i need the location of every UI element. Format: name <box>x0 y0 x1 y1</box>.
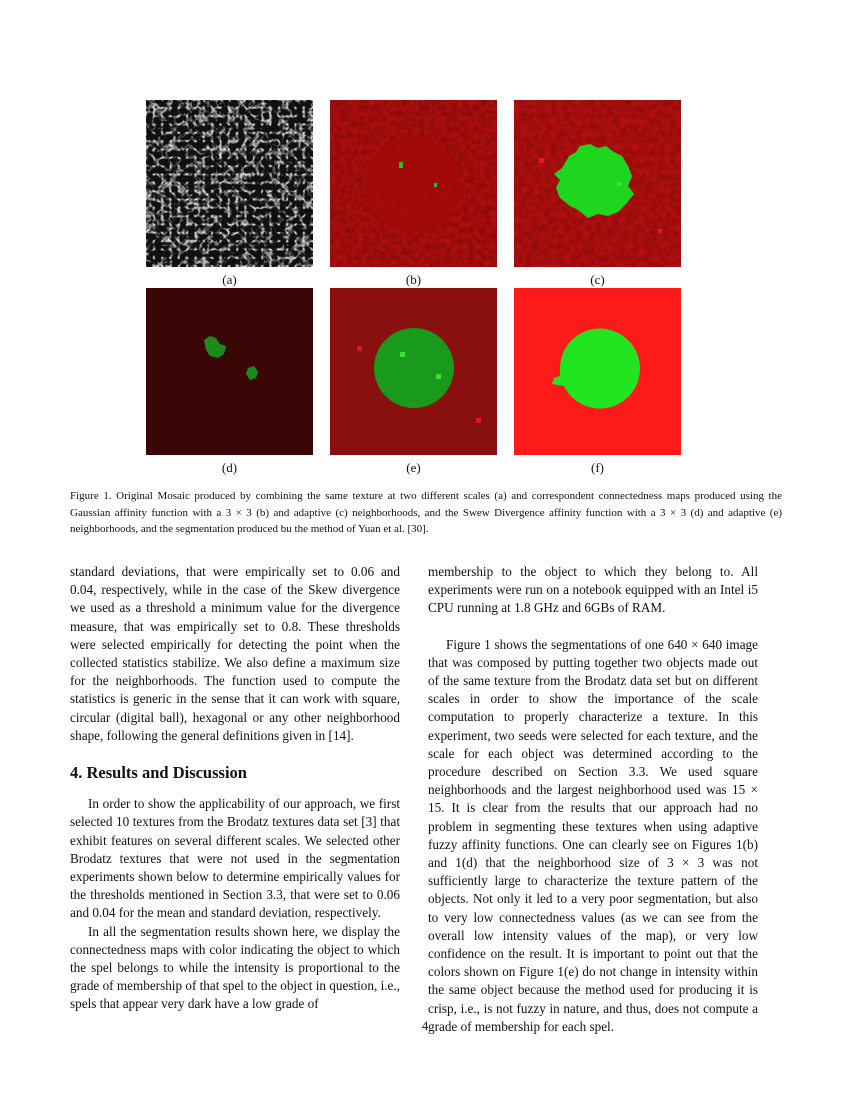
figure-caption: Figure 1. Original Mosaic produced by combining the same texture at two different scales (a) and correspondent connectedness maps produced using the Gaussian affinity function with a 3 × 3 (b) and adaptive (c) neighborhoods, and the Swew Divergence affinity function with a 3 × 3 (d) and adaptive (e) neighborhoods, and the segmentation produced bu the method of Yuan et al. [30]. <box>70 490 782 535</box>
panel-d-connectedness-map <box>146 288 313 455</box>
right-column <box>428 563 758 1036</box>
panel-label-d: (d) <box>221 460 238 475</box>
paragraph: In all the segmentation results shown here, we display the connectedness maps with color indicating the object to which the spel belongs to while the intensity is proportional to the grade of membership of that spel to the object in question, i.e., spels that appear very dark have a low grade of <box>70 923 400 1012</box>
panel-label-b: (b) <box>405 272 422 287</box>
section-heading: 4. Results and Discussion <box>70 763 247 783</box>
panel-label-c: (c) <box>590 272 605 287</box>
panel-label-e: (e) <box>406 460 421 475</box>
panel-e-connectedness-map <box>330 288 497 455</box>
panel-label-a: (a) <box>222 272 237 287</box>
panel-c-connectedness-map <box>514 100 681 267</box>
left-column <box>70 563 400 1014</box>
paragraph: In order to show the applicability of our approach, we first selected 10 textures from the Brodatz textures data set [3] that exhibit features on several different scales. We selected other Brodatz textures that were not used in the segmentation experiments shown below to determine empirically values for the thresholds mentioned in Section 3.3, that were set to 0.06 and 0.04 for the mean and standard deviation, respectively. <box>70 796 400 921</box>
page-number: 4 <box>421 1018 429 1033</box>
paragraph: standard deviations, that were empirically set to 0.06 and 0.04, respectively, while in the case of the Skew divergence we used as a threshold a minimum value for the divergence measure, that was empirically set to 0.8. These thresholds were selected empirically for detecting the point when the collected statistics stabilize. We also define a maximum size for the neighborhoods. The function used to compute the statistics is generic in the sense that it can work with square, circular (digital ball), hexagonal or any other neighborhood shape, following the general definitions given in [14]. <box>70 564 400 743</box>
panel-a-texture-image <box>146 100 313 267</box>
panel-f-segmentation <box>514 288 681 455</box>
paragraph: membership to the object to which they belong to. All experiments were run on a notebook equipped with an Intel i5 CPU running at 1.8 GHz and 6GBs of RAM. <box>428 564 758 616</box>
panel-label-f: (f) <box>591 460 604 475</box>
paragraph: Figure 1 shows the segmentations of one 640 × 640 image that was composed by putting together two objects made out of the same texture from the Brodatz data set but on different scales in order to show the importance of the scale computation to properly characterize a texture. In this experiment, two seeds were selected for each texture, and the scale for each object was determined according to the procedure described on Section 3.3. We used square neighborhoods and the largest neighborhood used was 15 × 15. It is clear from the results that our approach had no problem in segmenting these textures when using adaptive fuzzy affinity functions. One can clearly see on Figures 1(b) and 1(d) that the neighborhood size of 3 × 3 was not sufficiently large to characterize the texture pattern of the objects. Not only it led to a very poor segmentation, but also to very low connectedness values (as we can see from the overall low intensity values of the map), or very low confidence on the result. It is important to point out that the colors shown on Figure 1(e) do not change in intensity within the same object because the method used for producing it is crisp, i.e., is not fuzzy in nature, and thus, does not compute a grade of membership for each spel. <box>428 636 758 1034</box>
panel-b-connectedness-map <box>330 100 497 267</box>
